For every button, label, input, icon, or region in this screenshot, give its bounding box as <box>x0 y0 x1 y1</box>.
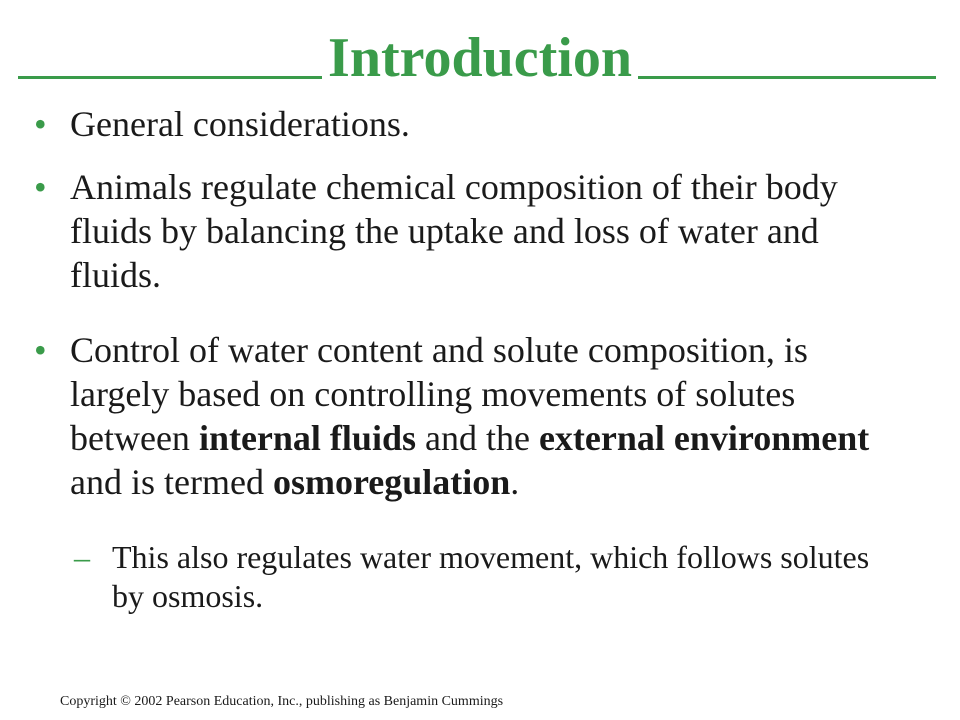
sub-bullet-text: This also regulates water movement, which follows solutes by osmosis. <box>112 539 870 614</box>
bullet-text-part: Control of water content and solute composition, is largely based on controlling movements of solutes between <box>70 330 808 458</box>
slide-title <box>0 26 960 90</box>
bullet-dot-icon: • <box>34 104 47 144</box>
bullet-text-part: and the <box>415 418 539 458</box>
copyright-footer: Copyright © 2002 Pearson Education, Inc., publishing as Benjamin Cummings <box>60 694 504 709</box>
bullet-text: Animals regulate chemical composition of their body fluids by balancing the uptake and loss of water and fluids. <box>70 167 838 295</box>
bullet-item <box>34 328 914 504</box>
bullet-dot-icon: • <box>34 167 47 207</box>
sub-bullet-item <box>74 538 904 616</box>
term-external-environment: external environment <box>538 418 870 458</box>
bullet-item <box>34 165 914 297</box>
bullet-text <box>70 328 914 504</box>
dash-icon: – <box>74 539 90 575</box>
bullet-dot-icon: • <box>34 330 47 370</box>
term-internal-fluids: internal fluids <box>198 418 416 458</box>
term-osmoregulation: osmoregulation <box>272 462 511 502</box>
bullet-item <box>34 102 914 146</box>
bullet-text-part: and is termed <box>70 462 273 502</box>
slide-title-text: Introduction <box>322 27 638 89</box>
bullet-text: General considerations. <box>70 104 410 144</box>
bullet-text-part: . <box>510 462 520 502</box>
